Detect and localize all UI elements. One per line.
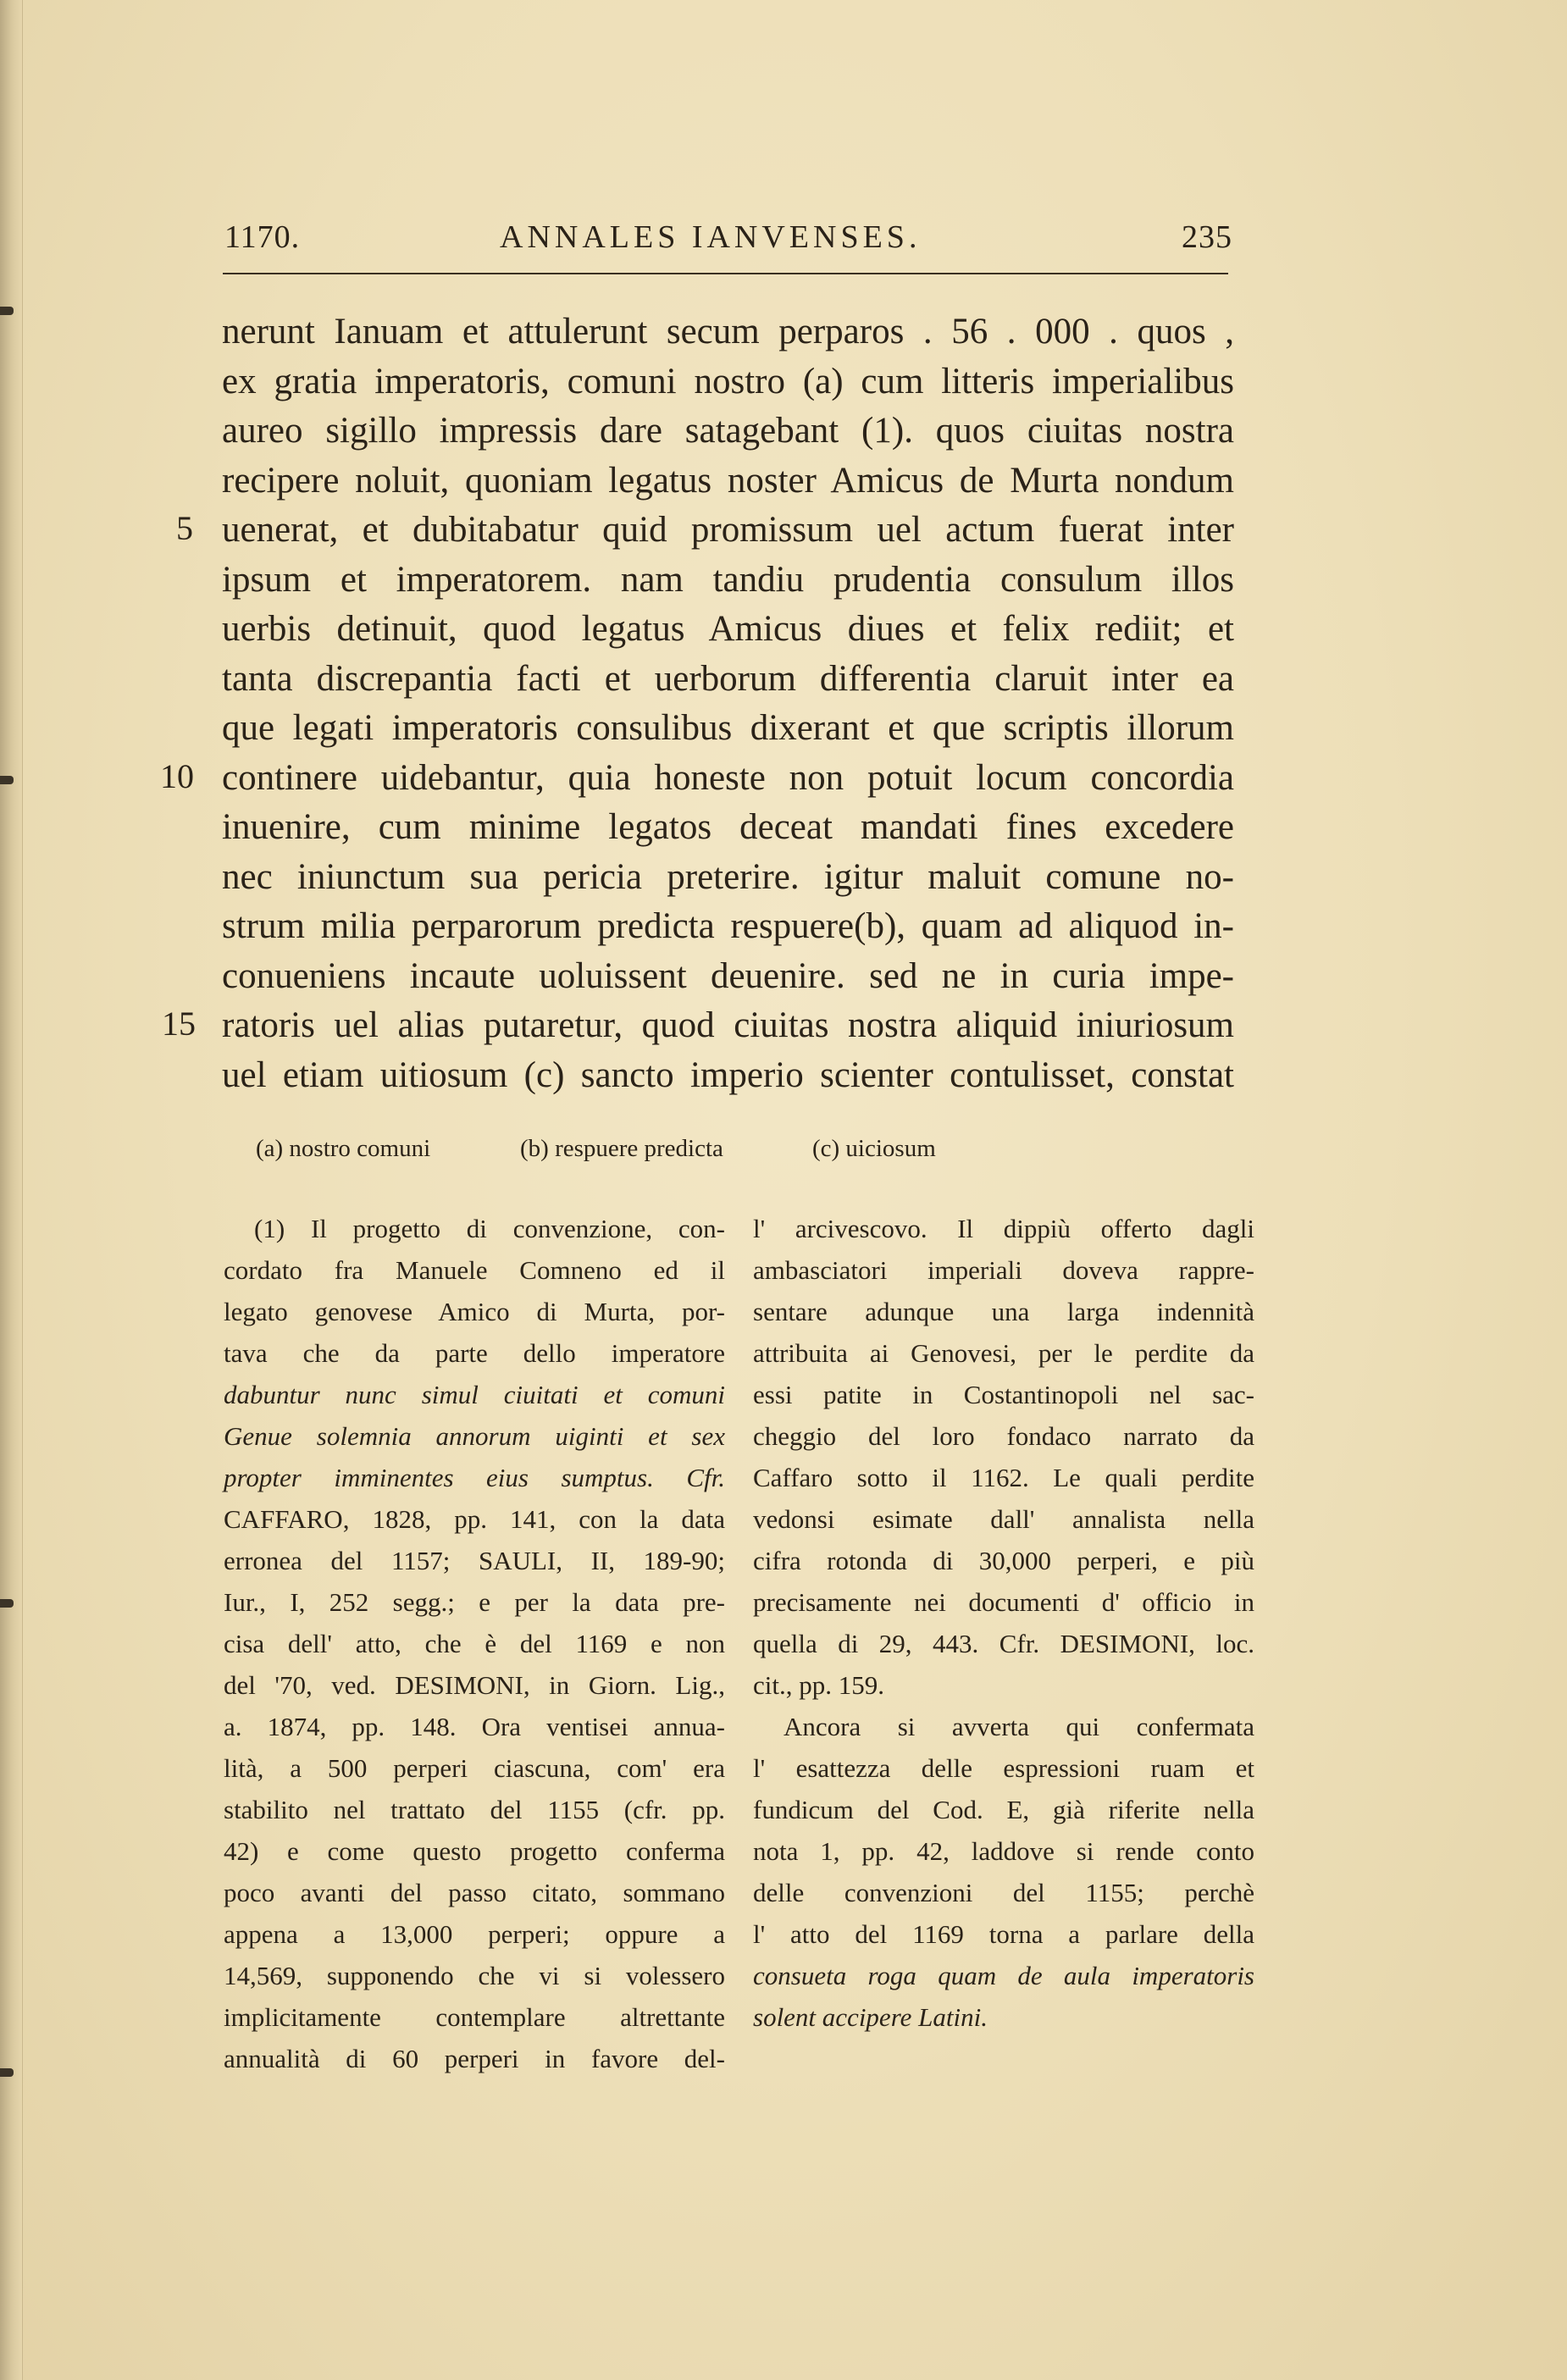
binding-stitch xyxy=(0,307,14,315)
variant-note-a: (a) nostro comuni xyxy=(256,1135,431,1162)
footnote-line: erronea del 1157; SAULI, II, 189-90; xyxy=(224,1546,725,1575)
running-head-year: 1170. xyxy=(224,219,301,255)
footnote-line: cordato fra Manuele Comneno ed il xyxy=(224,1255,725,1285)
footnote-line: Caffaro sotto il 1162. Le quali perdite xyxy=(753,1463,1254,1492)
footnote-line: Ancora si avverta qui confermata xyxy=(784,1712,1254,1741)
footnote-line: consueta roga quam de aula imperatoris xyxy=(753,1961,1254,1990)
footnote-line: delle convenzioni del 1155; perchè xyxy=(753,1878,1254,1907)
variant-notes xyxy=(256,1135,1018,1169)
main-text-line: uenerat, et dubitabatur quid promissum uel actum fuerat inter xyxy=(222,510,1234,550)
main-text-line: inuenire, cum minime legatos deceat mandati fines excedere xyxy=(222,807,1234,847)
line-number-5: 5 xyxy=(176,509,193,547)
footnote-line: tava che da parte dello imperatore xyxy=(224,1338,725,1368)
footnote-line: CAFFARO, 1828, pp. 141, con la data xyxy=(224,1504,725,1534)
footnote-line: a. 1874, pp. 148. Ora ventisei annua- xyxy=(224,1712,725,1741)
footnote-line: l' esattezza delle espressioni ruam et xyxy=(753,1753,1254,1783)
binding-stitch xyxy=(0,776,14,784)
footnote-line: sentare adunque una larga indennità xyxy=(753,1297,1254,1326)
footnote-line: cifra rotonda di 30,000 perperi, e più xyxy=(753,1546,1254,1575)
variant-note-c: (c) uiciosum xyxy=(812,1135,936,1162)
main-text-line: ex gratia imperatoris, comuni nostro (a) cum litteris imperialibus xyxy=(222,361,1234,401)
binding-stitch xyxy=(0,2068,14,2077)
footnote-line: dabuntur nunc simul ciuitati et comuni xyxy=(224,1380,725,1409)
main-text-line: recipere noluit, quoniam legatus noster Amicus de Murta nondum xyxy=(222,460,1234,501)
main-text-line: ratoris uel alias putaretur, quod ciuitas nostra aliquid iniuriosum xyxy=(222,1005,1234,1045)
line-number-10: 10 xyxy=(160,757,194,795)
footnote-line: Iur., I, 252 segg.; e per la data pre- xyxy=(224,1587,725,1617)
main-text-line: nec iniunctum sua pericia preterire. igitur maluit comune no- xyxy=(222,856,1234,897)
footnote-line: cisa dell' atto, che è del 1169 e non xyxy=(224,1629,725,1658)
footnote-line: attribuita ai Genovesi, per le perdite da xyxy=(753,1338,1254,1368)
main-text-line: que legati imperatoris consulibus dixerant et que scriptis illorum xyxy=(222,708,1234,748)
footnote-line: del '70, ved. DESIMONI, in Giorn. Lig., xyxy=(224,1670,725,1700)
main-text-line: conueniens incaute uoluissent deuenire. sed ne in curia impe- xyxy=(222,955,1234,996)
footnote-line: ambasciatori imperiali doveva rappre- xyxy=(753,1255,1254,1285)
header-rule xyxy=(223,273,1228,274)
footnote-line: cit., pp. 159. xyxy=(753,1670,884,1700)
footnote-line: fundicum del Cod. E, già riferite nella xyxy=(753,1795,1254,1824)
main-text-line: uel etiam uitiosum (c) sancto imperio scienter contulisset, constat xyxy=(222,1054,1234,1095)
footnote-line: precisamente nei documenti d' officio in xyxy=(753,1587,1254,1617)
footnote-line: cheggio del loro fondaco narrato da xyxy=(753,1421,1254,1451)
footnote-line: quella di 29, 443. Cfr. DESIMONI, loc. xyxy=(753,1629,1254,1658)
footnote-line: solent accipere Latini. xyxy=(753,2002,988,2032)
footnote-line: lità, a 500 perperi ciascuna, com' era xyxy=(224,1753,725,1783)
footnote-line: stabilito nel trattato del 1155 (cfr. pp. xyxy=(224,1795,725,1824)
footnote-line: 42) e come questo progetto conferma xyxy=(224,1836,725,1866)
line-number-15: 15 xyxy=(162,1005,196,1043)
footnote-line: vedonsi esimate dall' annalista nella xyxy=(753,1504,1254,1534)
footnote-line: 14,569, supponendo che vi si volessero xyxy=(224,1961,725,1990)
main-text-line: strum milia perparorum predicta respuere(b), quam ad aliquod in- xyxy=(222,906,1234,946)
main-text-line: nerunt Ianuam et attulerunt secum perparos . 56 . 000 . quos , xyxy=(222,312,1234,351)
running-head xyxy=(224,219,1232,261)
footnote-line: implicitamente contemplare altrettante xyxy=(224,2002,725,2032)
footnote-line: propter imminentes eius sumptus. Cfr. xyxy=(224,1463,725,1492)
footnote-line: poco avanti del passo citato, sommano xyxy=(224,1878,725,1907)
main-text-line: aureo sigillo impressis dare satagebant (1). quos ciuitas nostra xyxy=(222,411,1234,451)
footnote-line: nota 1, pp. 42, laddove si rende conto xyxy=(753,1836,1254,1866)
footnote-line: legato genovese Amico di Murta, por- xyxy=(224,1297,725,1326)
footnote-line: (1) Il progetto di convenzione, con- xyxy=(254,1214,725,1243)
variant-note-b: (b) respuere predicta xyxy=(520,1135,723,1162)
main-text-line: tanta discrepantia facti et uerborum differentia claruit inter ea xyxy=(222,658,1234,699)
main-text-line: ipsum et imperatorem. nam tandiu prudentia consulum illos xyxy=(222,559,1234,600)
page-number: 235 xyxy=(1182,219,1232,255)
running-head-title: ANNALES IANVENSES. xyxy=(500,219,922,255)
footnote-line: Genue solemnia annorum uiginti et sex xyxy=(224,1421,725,1451)
main-text-line: continere uidebantur, quia honeste non potuit locum concordia xyxy=(222,757,1234,798)
main-text-line: uerbis detinuit, quod legatus Amicus diues et felix rediit; et xyxy=(222,609,1234,649)
footnote-line: l' arcivescovo. Il dippiù offerto dagli xyxy=(753,1214,1254,1243)
footnote-line: appena a 13,000 perperi; oppure a xyxy=(224,1919,725,1949)
footnote-line: annualità di 60 perperi in favore del- xyxy=(224,2044,725,2073)
footnote-line: essi patite in Costantinopoli nel sac- xyxy=(753,1380,1254,1409)
footnote-line: l' atto del 1169 torna a parlare della xyxy=(753,1919,1254,1949)
page-binding-edge xyxy=(0,0,23,2380)
binding-stitch xyxy=(0,1599,14,1608)
